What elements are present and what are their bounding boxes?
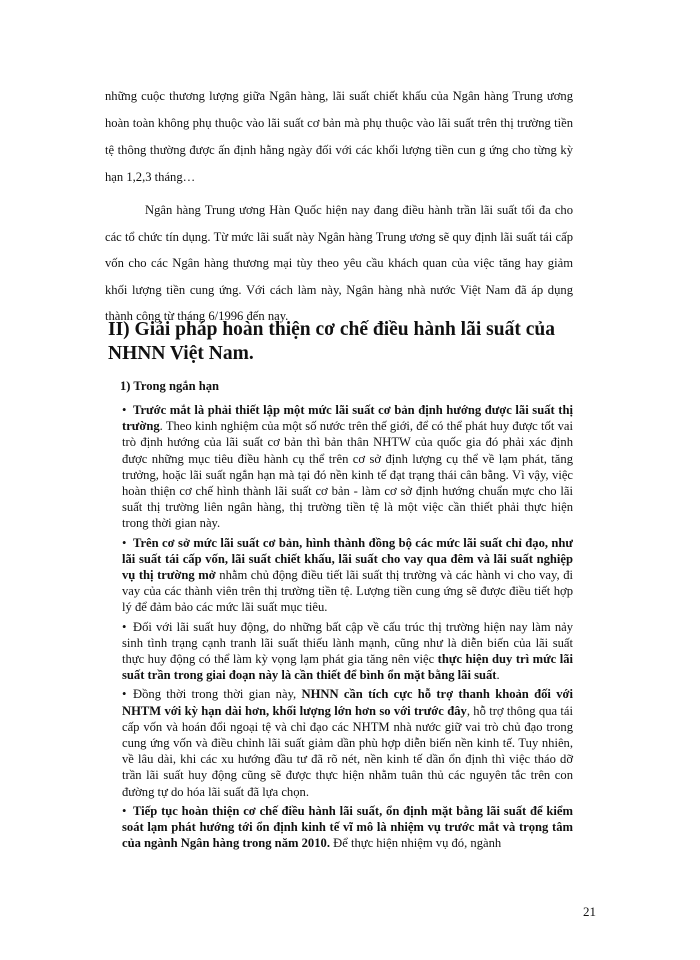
list-item-bold: NHNN cần tích cực hỗ trợ thanh khoản đối với NHTM với kỳ hạn dài hơn, khối lượng lớn hơn so với trước đây <box>122 687 573 718</box>
intro-paragraph-1: những cuộc thương lượng giữa Ngân hàng, lãi suất chiết khấu của Ngân hàng Trung ương hoàn toàn không phụ thuộc vào lãi suất cơ bản mà phụ thuộc vào lãi suất trên thị trường tiền tệ thông thường được ấn định hằng ngày đối với các khối lượng tiền cun g ứng cho từng kỳ hạn 1,2,3 tháng… <box>105 89 573 184</box>
list-item-text-end: . <box>496 668 500 683</box>
intro-paragraph-2-text: Ngân hàng Trung ương Hàn Quốc hiện nay đang điều hành trần lãi suất tối đa cho các tổ chức tín dụng. Từ mức lãi suất này Ngân hàng Trung ương sẽ quy định lãi suất tái cấp vốn cho các Ngân hàng thương mại tùy theo yêu cầu khách quan của việc tăng hay giảm khối lượng tiền cung ứng. Với cách làm này, Ngân hàng nhà nước Việt Nam đã áp dụng thành công từ tháng 6/1996 đến nay. <box>105 203 573 323</box>
list-item <box>105 535 573 616</box>
bullet-icon: • <box>122 803 127 818</box>
list-item <box>105 402 573 532</box>
list-item-bold: thực hiện duy trì mức lãi suất trần trong giai đoạn này là cần thiết để bình ổn mặt bằng lãi suất <box>122 652 573 683</box>
list-item-text: Đồng thời trong thời gian này, <box>133 687 302 702</box>
list-item-text-end: , hỗ trợ thông qua tái cấp vốn và hoán đổi ngoại tệ và chỉ đạo các NHTM nhà nước giữ vai trò chủ đạo trong cung ứng vốn và điều chỉnh lãi suất giảm dần phù hợp diễn biến nền kinh tế. Tuy nhiên, về lâu dài, khi các xu hướng đầu tư đã rõ nét, nền kinh tế dần ổn định thì việc tháo dỡ trần lãi suất huy động cũng sẽ được thực hiện nhằm tuân thủ các nguyên tắc trên con đường tự do hóa lãi suất đã lựa chọn. <box>122 703 574 799</box>
subsection-heading: 1) Trong ngắn hạn <box>120 379 220 393</box>
bullet-icon: • <box>122 687 127 702</box>
page-number: 21 <box>583 904 596 919</box>
list-item-text: Để thực hiện nhiệm vụ đó, ngành <box>329 836 502 851</box>
list-item-text: . Theo kinh nghiệm của một số nước trên thế giới, để có thể phát huy được tốt vai trò định hướng của lãi suất cơ bản thì bản thân NHTW của quốc gia đó phải xác định được những mục tiêu điều hành cụ thể trên cơ sở định lượng cụ thể về lạm phát, tăng trưởng, hoặc lãi suất ngắn hạn mà tại đó nền kinh tế đạt trạng thái cân bằng. Vì vậy, việc hoàn thiện cơ chế hình thành lãi suất cơ bản - làm cơ sở định hướng chuẩn mực cho lãi suất thị trường liên ngân hàng, thị trường tiền tệ là một việc cần thiết phải thực hiện trong thời gian này. <box>122 419 573 531</box>
list-item <box>105 803 573 852</box>
bullet-icon: • <box>122 535 127 550</box>
list-item <box>105 619 573 684</box>
list-item-bold: Trên cơ sở mức lãi suất cơ bản, hình thành đồng bộ các mức lãi suất chỉ đạo, như lãi suất tái cấp vốn, lãi suất chiết khấu, lãi suất cho vay qua đêm và lãi suất nghiệp vụ thị trường mở <box>122 535 573 583</box>
list-item-bold: Trước mắt là phải thiết lập một mức lãi suất cơ bản định hướng được lãi suất thị trường <box>122 403 573 434</box>
bullet-icon: • <box>122 403 127 417</box>
list-item <box>105 686 573 799</box>
section-heading: II) Giải pháp hoàn thiện cơ chế điều hành lãi suất của NHNN Việt Nam. <box>108 319 555 364</box>
intro-paragraph-2 <box>105 197 573 330</box>
solution-list <box>105 402 573 854</box>
list-item-text: nhằm chủ động điều tiết lãi suất thị trường và các hành vi cho vay, đi vay của các thành viên trên thị trường tiền tệ. Lượng tiền cung ứng sẽ được điều tiết hợp lý để đảm bảo các mức lãi suất mục tiêu. <box>122 568 573 615</box>
bullet-icon: • <box>122 619 127 634</box>
list-item-bold: Tiếp tục hoàn thiện cơ chế điều hành lãi suất, ổn định mặt bằng lãi suất để kiểm soát lạm phát hướng tới ổn định kinh tế vĩ mô là nhiệm vụ trước mắt và trọng tâm của ngành Ngân hàng trong năm 2010. <box>122 803 573 851</box>
list-item-text: Đối với lãi suất huy động, do những bất cập về cấu trúc thị trường hiện nay làm nảy sinh tình trạng cạnh tranh lãi suất thiếu lành mạnh, cũng như là diễn biến của lãi suất thực huy động có thể làm kỳ vọng lạm phát gia tăng nên việc <box>122 619 573 667</box>
